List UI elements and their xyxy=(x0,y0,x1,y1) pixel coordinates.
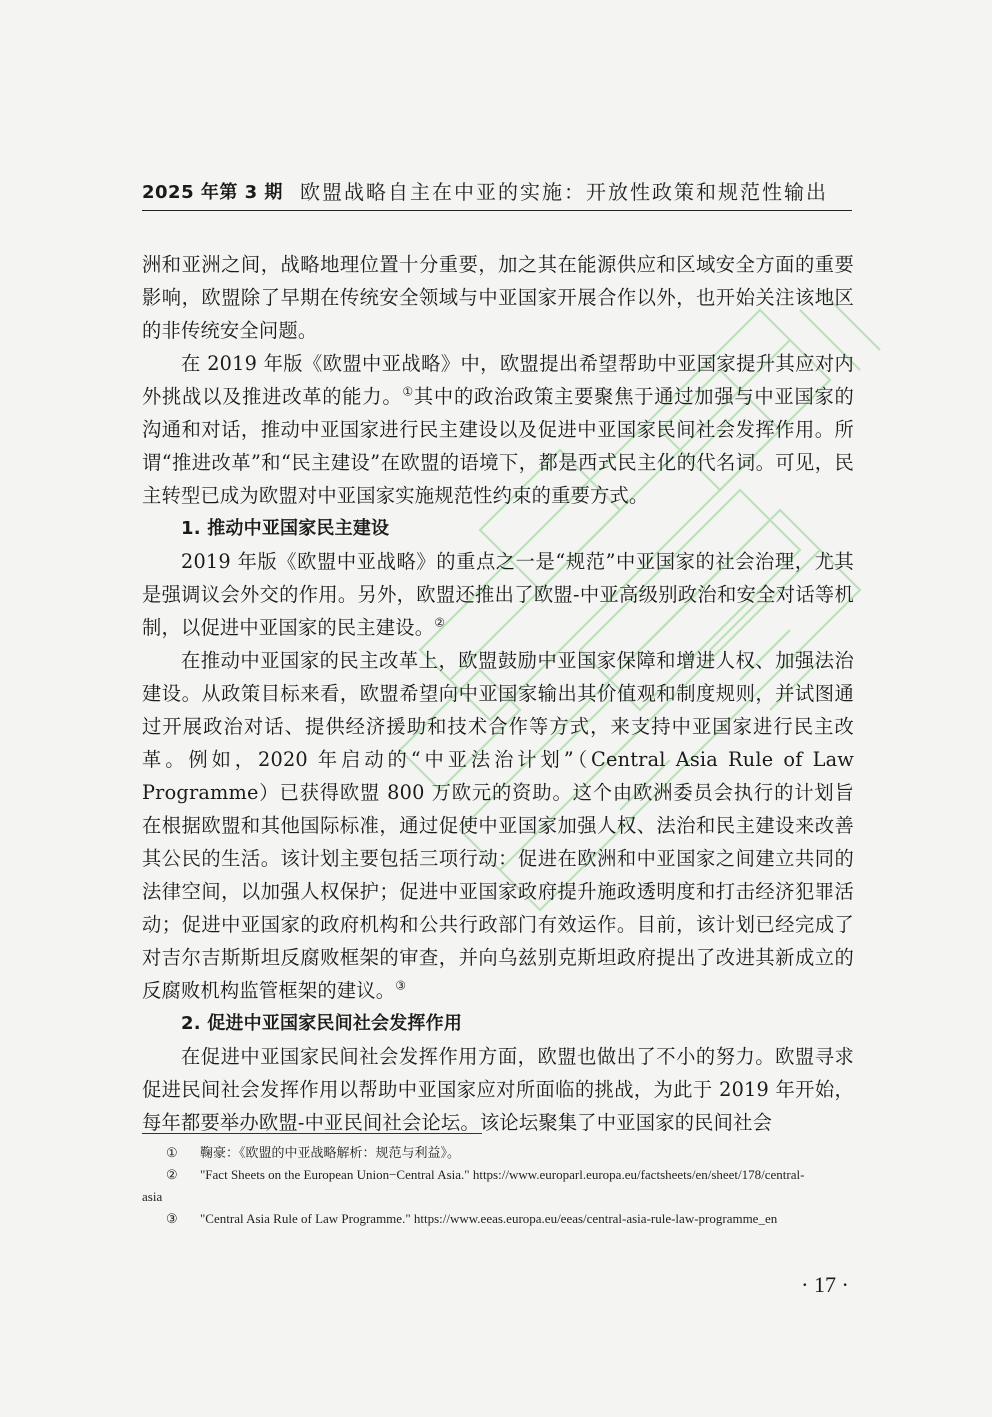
footnote-divider xyxy=(142,1133,482,1134)
paragraph-5: 在促进中亚国家民间社会发挥作用方面，欧盟也做出了不小的努力。欧盟寻求促进民间社会发挥作用以帮助中亚国家应对所面临的挑战，为此于 2019 年开始，每年都要举办欧盟-中亚民间社会论坛。该论坛聚集了中亚国家的民间社会 xyxy=(142,1045,854,1134)
footnote-2-continuation[interactable]: asia xyxy=(142,1189,163,1204)
paragraph-1: 洲和亚洲之间，战略地理位置十分重要，加之其在能源供应和区域安全方面的重要影响，欧盟除了早期在传统安全领域与中亚国家开展合作以外，也开始关注该地区的非传统安全问题。 xyxy=(142,253,854,342)
footnote-1-text: 鞠豪：《欧盟的中亚战略解析：规范与利益》。 xyxy=(200,1145,461,1160)
paragraph-2-part-a: 在 2019 年版《欧盟中亚战略》中，欧盟提出希望帮助中亚国家提升其应对内外挑战以及推进改革的能力。 xyxy=(142,352,854,408)
paragraph-2-part-b: 其中的政治政策主要聚焦于通过加强与中亚国家的沟通和对话，推动中亚国家进行民主建设以及促进中亚国家民间社会发挥作用。所谓“推进改革”和“民主建设”在欧盟的语境下，都是西式民主化的代名词。可见，民主转型已成为欧盟对中亚国家实施规范性约束的重要方式。 xyxy=(142,385,854,507)
footnote-ref-2[interactable]: ② xyxy=(434,615,446,630)
issue-label: 2025 年第 3 期 xyxy=(142,182,283,203)
footnote-3-link[interactable]: "Central Asia Rule of Law Programme." https://www.eeas.europa.eu/eeas/central-asia-rule-law-programme_en xyxy=(200,1211,778,1226)
footnote-2 xyxy=(142,1164,854,1186)
running-header xyxy=(142,176,852,211)
footnote-3-mark: ③ xyxy=(166,1211,178,1226)
footnote-ref-1[interactable]: ① xyxy=(402,384,414,399)
footnote-3 xyxy=(142,1208,854,1230)
footnote-ref-3[interactable]: ③ xyxy=(395,978,407,993)
paragraph-4 xyxy=(142,644,854,1007)
footnote-2-link[interactable]: "Fact Sheets on the European Union−Central Asia." https://www.europarl.europa.eu/factsheets/en/sheet/178/central- xyxy=(200,1167,805,1182)
footnote-1-mark: ① xyxy=(166,1145,178,1160)
paragraph-4-text: 在推动中亚国家的民主改革上，欧盟鼓励中亚国家保障和增进人权、加强法治建设。从政策目标来看，欧盟希望向中亚国家输出其价值观和制度规则，并试图通过开展政治对话、提供经济援助和技术合作等方式，来支持中亚国家进行民主改革。例如，2020 年启动的“中亚法治计划”（Central Asia Rule of Law Programme）已获得欧盟 800 万欧元的资助。这个由欧洲委员会执行的计划旨在根据欧盟和其他国际标准，通过促使中亚国家加强人权、法治和民主建设来改善其公民的生活。该计划主要包括三项行动：促进在欧洲和中亚国家之间建立共同的法律空间，以加强人权保护；促进中亚国家政府提升施政透明度和打击经济犯罪活动；促进中亚国家的政府机构和公共行政部门有效运作。目前，该计划已经完成了对吉尔吉斯斯坦反腐败框架的审查，并向乌兹别克斯坦政府提出了改进其新成立的反腐败机构监管框架的建议。 xyxy=(142,649,854,1002)
paragraph-2 xyxy=(142,347,854,512)
section-heading-1: 1. 推动中亚国家民主建设 xyxy=(181,518,390,539)
footnote-1 xyxy=(142,1142,854,1164)
footnotes xyxy=(142,1142,854,1230)
paragraph-3 xyxy=(142,545,854,644)
section-heading-2: 2. 促进中亚国家民间社会发挥作用 xyxy=(181,1013,463,1034)
article-title: 欧盟战略自主在中亚的实施：开放性政策和规范性输出 xyxy=(300,180,828,204)
footnote-2-mark: ② xyxy=(166,1167,178,1182)
paragraph-3-text: 2019 年版《欧盟中亚战略》的重点之一是“规范”中亚国家的社会治理，尤其是强调议会外交的作用。另外，欧盟还推出了欧盟-中亚高级别政治和安全对话等机制，以促进中亚国家的民主建设。 xyxy=(142,550,854,639)
article-body xyxy=(142,248,854,1139)
page-number: · 17 · xyxy=(801,1272,849,1297)
